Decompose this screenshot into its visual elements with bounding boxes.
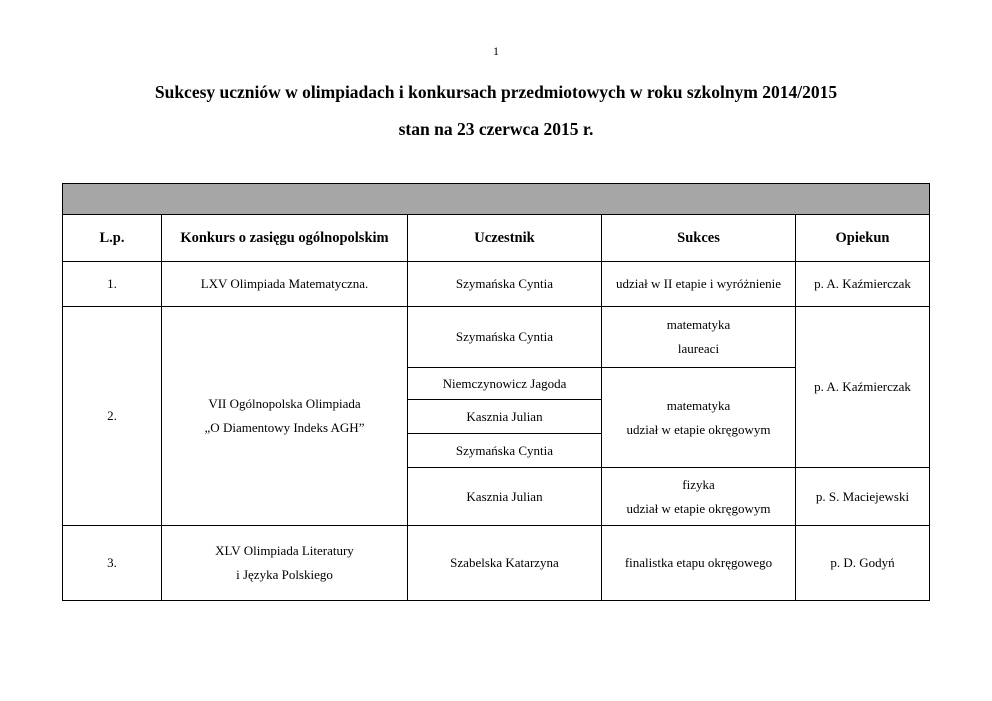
- row2-konkurs-line1: VII Ogólnopolska Olimpiada: [208, 396, 361, 411]
- row2a-uczestnik: Szymańska Cyntia: [408, 307, 602, 368]
- table-row: [63, 526, 930, 601]
- header-uczestnik: Uczestnik: [408, 215, 602, 262]
- row2c-sukces: [602, 468, 796, 526]
- document-subtitle: stan na 23 czerwca 2015 r.: [398, 119, 594, 139]
- row2b-uczestnik-1: Niemczynowicz Jagoda: [408, 368, 602, 400]
- table-header-row: [63, 215, 930, 262]
- row3-uczestnik: Szabelska Katarzyna: [408, 526, 602, 601]
- header-lp: L.p.: [63, 215, 162, 262]
- row2-konkurs: [162, 307, 408, 526]
- header-opiekun: Opiekun: [796, 215, 930, 262]
- row2a-sukces-line2: laureaci: [677, 341, 720, 356]
- row3-konkurs-line2: i Języka Polskiego: [236, 567, 333, 582]
- table-row: [63, 307, 930, 368]
- page-number: 1: [493, 44, 499, 58]
- row2b-uczestnik-3: Szymańska Cyntia: [408, 434, 602, 468]
- row2b-sukces-line1: matematyka: [666, 397, 731, 413]
- row3-konkurs-line1: XLV Olimpiada Literatury: [215, 543, 354, 558]
- row2c-uczestnik: Kasznia Julian: [408, 468, 602, 526]
- row2b-uczestnik-2: Kasznia Julian: [408, 400, 602, 434]
- table-row: [63, 262, 930, 307]
- row2-konkurs-line2: „O Diamentowy Indeks AGH”: [204, 420, 365, 435]
- row3-opiekun: p. D. Godyń: [796, 526, 930, 601]
- row1-lp: 1.: [63, 262, 162, 307]
- document-title: Sukcesy uczniów w olimpiadach i konkursach przedmiotowych w roku szkolnym 2014/2015: [154, 82, 838, 102]
- row3-lp: 3.: [63, 526, 162, 601]
- row3-konkurs: [162, 526, 408, 601]
- row2a-sukces: [602, 307, 796, 368]
- row2c-sukces-line2: udział w etapie okręgowym: [626, 500, 771, 516]
- row2-lp: 2.: [63, 307, 162, 526]
- row2-opiekun: p. A. Kaźmierczak: [796, 307, 930, 468]
- row1-opiekun: p. A. Kaźmierczak: [796, 262, 930, 307]
- row1-konkurs: LXV Olimpiada Matematyczna.: [162, 262, 408, 307]
- header-sukces: Sukces: [602, 215, 796, 262]
- row2a-sukces-line1: matematyka: [666, 317, 731, 332]
- row3-sukces: finalistka etapu okręgowego: [602, 526, 796, 601]
- header-band-cell: [63, 184, 930, 215]
- table-header-band: [63, 184, 930, 215]
- row1-sukces: udział w II etapie i wyróżnienie: [602, 262, 796, 307]
- row2b-sukces-line2: udział w etapie okręgowym: [626, 421, 771, 437]
- row2b-sukces: [602, 368, 796, 468]
- results-table: [62, 183, 930, 601]
- row2c-sukces-line1: fizyka: [682, 476, 715, 492]
- row1-uczestnik: Szymańska Cyntia: [408, 262, 602, 307]
- header-konkurs: Konkurs o zasięgu ogólnopolskim: [162, 215, 408, 262]
- row2c-opiekun: p. S. Maciejewski: [796, 468, 930, 526]
